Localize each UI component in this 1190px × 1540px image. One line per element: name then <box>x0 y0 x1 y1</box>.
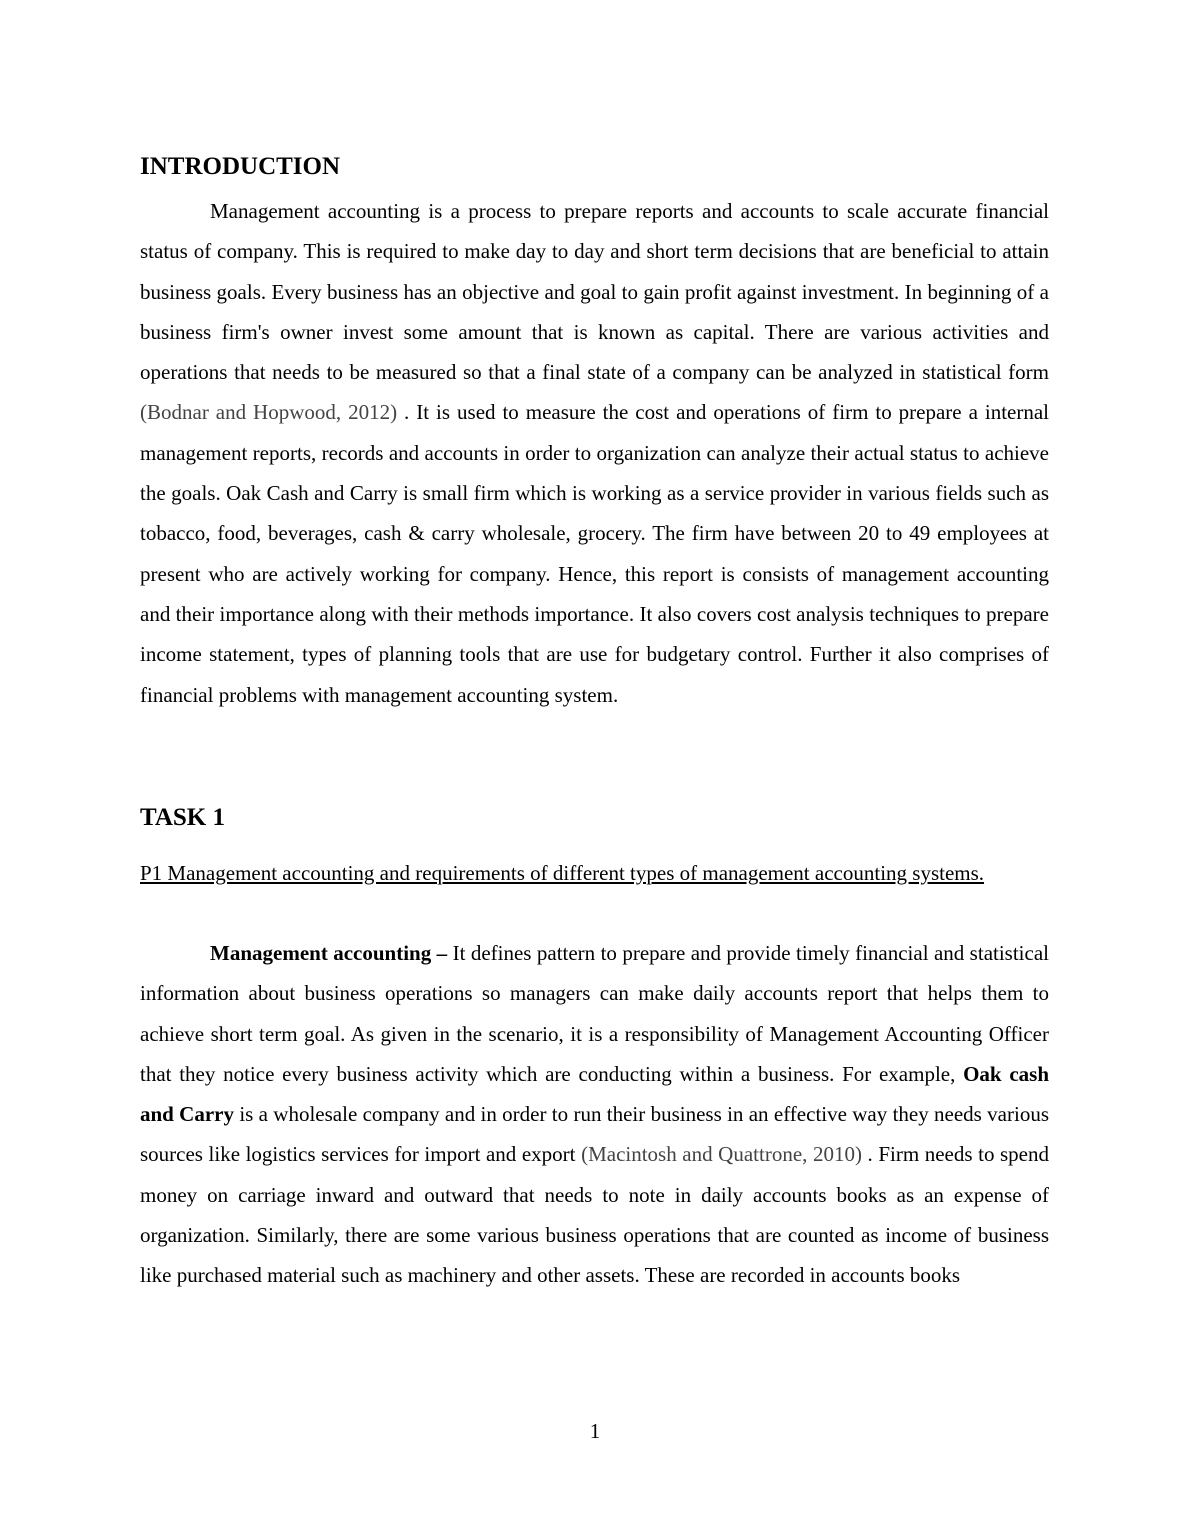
task1-paragraph <box>140 933 1049 1296</box>
introduction-text-part2: . It is used to measure the cost and operations of firm to prepare a internal management reports, records and accounts in order to organization can analyze their actual status to achieve the goals. Oak Cash and Carry is small firm which is working as a service provider in various fields such as tobacco, food, beverages, cash & carry wholesale, grocery. The firm have between 20 to 49 employees at present who are actively working for company. Hence, this report is consists of management accounting and their importance along with their methods importance. It also covers cost analysis techniques to prepare income statement, types of planning tools that are use for budgetary control. Further it also comprises of financial problems with management accounting system. <box>140 400 1049 707</box>
introduction-heading: INTRODUCTION <box>140 153 341 180</box>
introduction-citation: (Bodnar and Hopwood, 2012) <box>140 400 398 425</box>
task1-term: Management accounting – <box>210 941 448 965</box>
task1-text-part3: . Firm needs to spend money on carriage inward and outward that needs to note in daily accounts books as an expense of organization. Similarly, there are some various business operations that are counted as income of business like purchased material such as machinery and other assets. These are recorded in accounts books <box>140 1142 1050 1288</box>
task1-subheading: P1 Management accounting and requirements of different types of management accounting systems. <box>140 861 985 885</box>
introduction-text-part1: Management accounting is a process to prepare reports and accounts to scale accurate financial status of company. This is required to make day to day and short term decisions that are beneficial to attain business goals. Every business has an objective and goal to gain profit against investment. In beginning of a business firm's owner invest some amount that is known as capital. There are various activities and operations that needs to be measured so that a final state of a company can be analyzed in statistical form <box>140 199 1049 385</box>
task1-text-part1: It defines pattern to prepare and provide timely financial and statistical information about business operations so managers can make daily accounts report that helps them to achieve short term goal. As given in the scenario, it is a responsibility of Management Accounting Officer that they notice every business activity which are conducting within a business. For example, <box>140 941 1049 1086</box>
task1-citation: (Macintosh and Quattrone, 2010) <box>581 1142 862 1167</box>
task1-company: Oak cash and Carry <box>140 1061 1050 1127</box>
introduction-paragraph <box>140 191 1049 715</box>
task1-heading: TASK 1 <box>140 804 225 831</box>
page-number: 1 <box>589 1419 601 1443</box>
task1-text-part2: is a wholesale company and in order to run their business in an effective way they needs various sources like logistics services for import and export <box>140 1102 1049 1167</box>
